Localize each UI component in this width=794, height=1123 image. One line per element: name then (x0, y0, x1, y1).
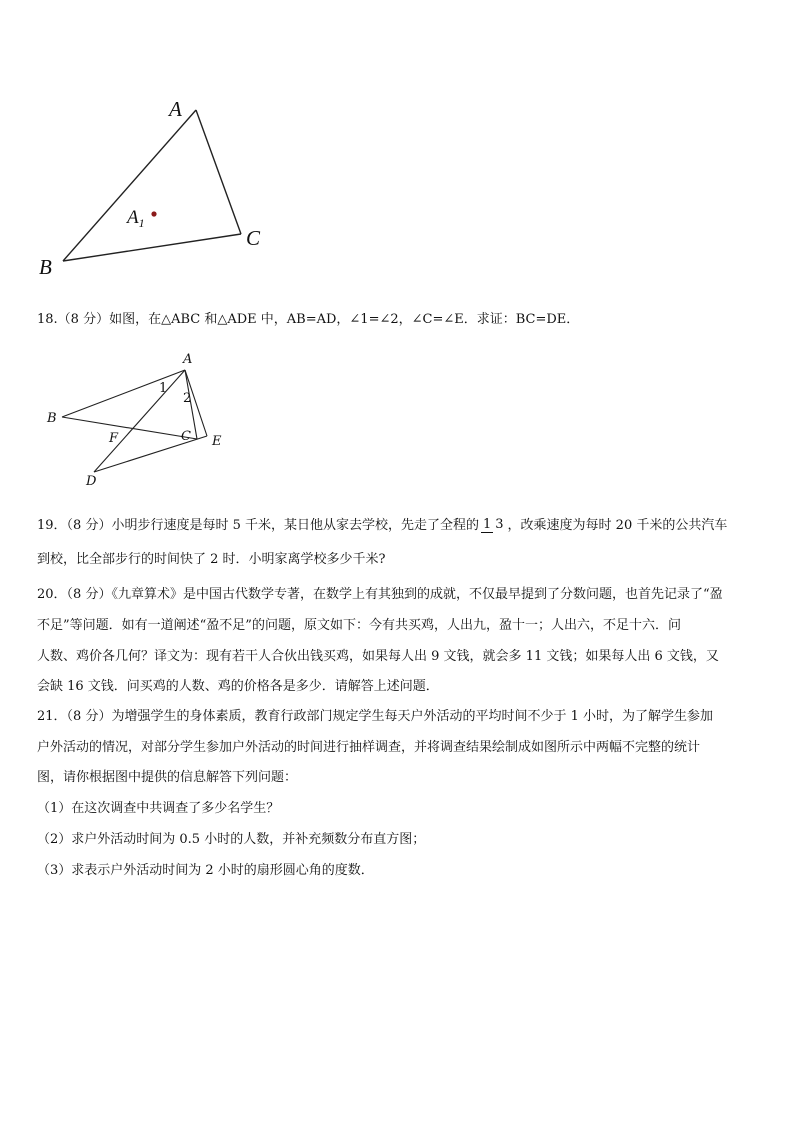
question-19-line-2: 到校，比全部步行的时间快了 2 时．小明家离学校多少千米? (37, 552, 386, 567)
fraction-one-third (481, 518, 506, 533)
question-21-line-1: 21．（8 分）为增强学生的身体素质，教育行政部门规定学生每天户外活动的平均时间不少于 1 小时，为了解学生参加 (37, 709, 713, 724)
angle-1-label: 1 (159, 381, 168, 396)
triangle-abc-ade-figure (40, 348, 240, 488)
label-d: D (86, 474, 97, 489)
label-b: B (47, 411, 57, 426)
question-21-sub-3: （3）求表示户外活动时间为 2 小时的扇形圆心角的度数． (37, 863, 374, 878)
label-a: A (183, 352, 193, 367)
label-a: A (169, 97, 182, 121)
label-e: E (212, 434, 222, 449)
label-c: C (246, 226, 261, 250)
question-20-line-3: 人数、鸡价各几何？译文为：现有若干人合伙出钱买鸡，如果每人出 9 文钱，就会多 11 文钱；如果每人出 6 文钱，又 (37, 649, 719, 664)
question-20-line-4: 会缺 16 文钱．问买鸡的人数、鸡的价格各是多少．请解答上述问题． (37, 679, 439, 694)
question-21-sub-2: （2）求户外活动时间为 0.5 小时的人数，并补充频数分布直方图； (37, 832, 426, 847)
angle-2-label: 2 (183, 391, 192, 406)
question-19-text-before: 19．（8 分）小明步行速度是每时 5 千米，某日他从家去学校，先走了全程的 (37, 518, 479, 533)
point-a1-dot (151, 211, 156, 216)
label-b: B (39, 255, 52, 279)
question-18-text: 18.（8 分）如图，在△ABC 和△ADE 中，AB=AD，∠1=∠2，∠C=∠E．求证：BC=DE． (37, 312, 580, 327)
question-19-line-1 (37, 511, 757, 541)
fraction-denominator: 3 (495, 517, 504, 532)
figure-18-edges (62, 370, 207, 472)
question-20-line-1: 20．（8 分）《九章算术》是中国古代数学专著，在数学上有其独到的成就，不仅最早提到了分数问题，也首先记录了“盈 (37, 587, 723, 602)
triangle-abc-edges (63, 110, 241, 261)
question-21-sub-1: （1）在这次调查中共调查了多少名学生？ (37, 801, 280, 816)
fraction-numerator: 1 (482, 517, 492, 532)
question-20-line-2: 不足”等问题．如有一道阐述“盈不足”的问题，原文如下：今有共买鸡，人出九，盈十一；人出六，不足十六．问 (37, 618, 681, 633)
question-19-text-after: ，改乘速度为每时 20 千米的公共汽车 (507, 518, 728, 533)
question-21-line-3: 图，请你根据图中提供的信息解答下列问题： (37, 770, 298, 785)
label-a1: $A_1$ (127, 207, 145, 230)
label-f: F (109, 431, 119, 446)
question-21-line-2: 户外活动的情况，对部分学生参加户外活动的时间进行抽样调查，并将调查结果绘制成如图所示中两幅不完整的统计 (37, 740, 701, 755)
label-c: C (181, 429, 191, 444)
triangle-abc-figure (30, 95, 280, 280)
